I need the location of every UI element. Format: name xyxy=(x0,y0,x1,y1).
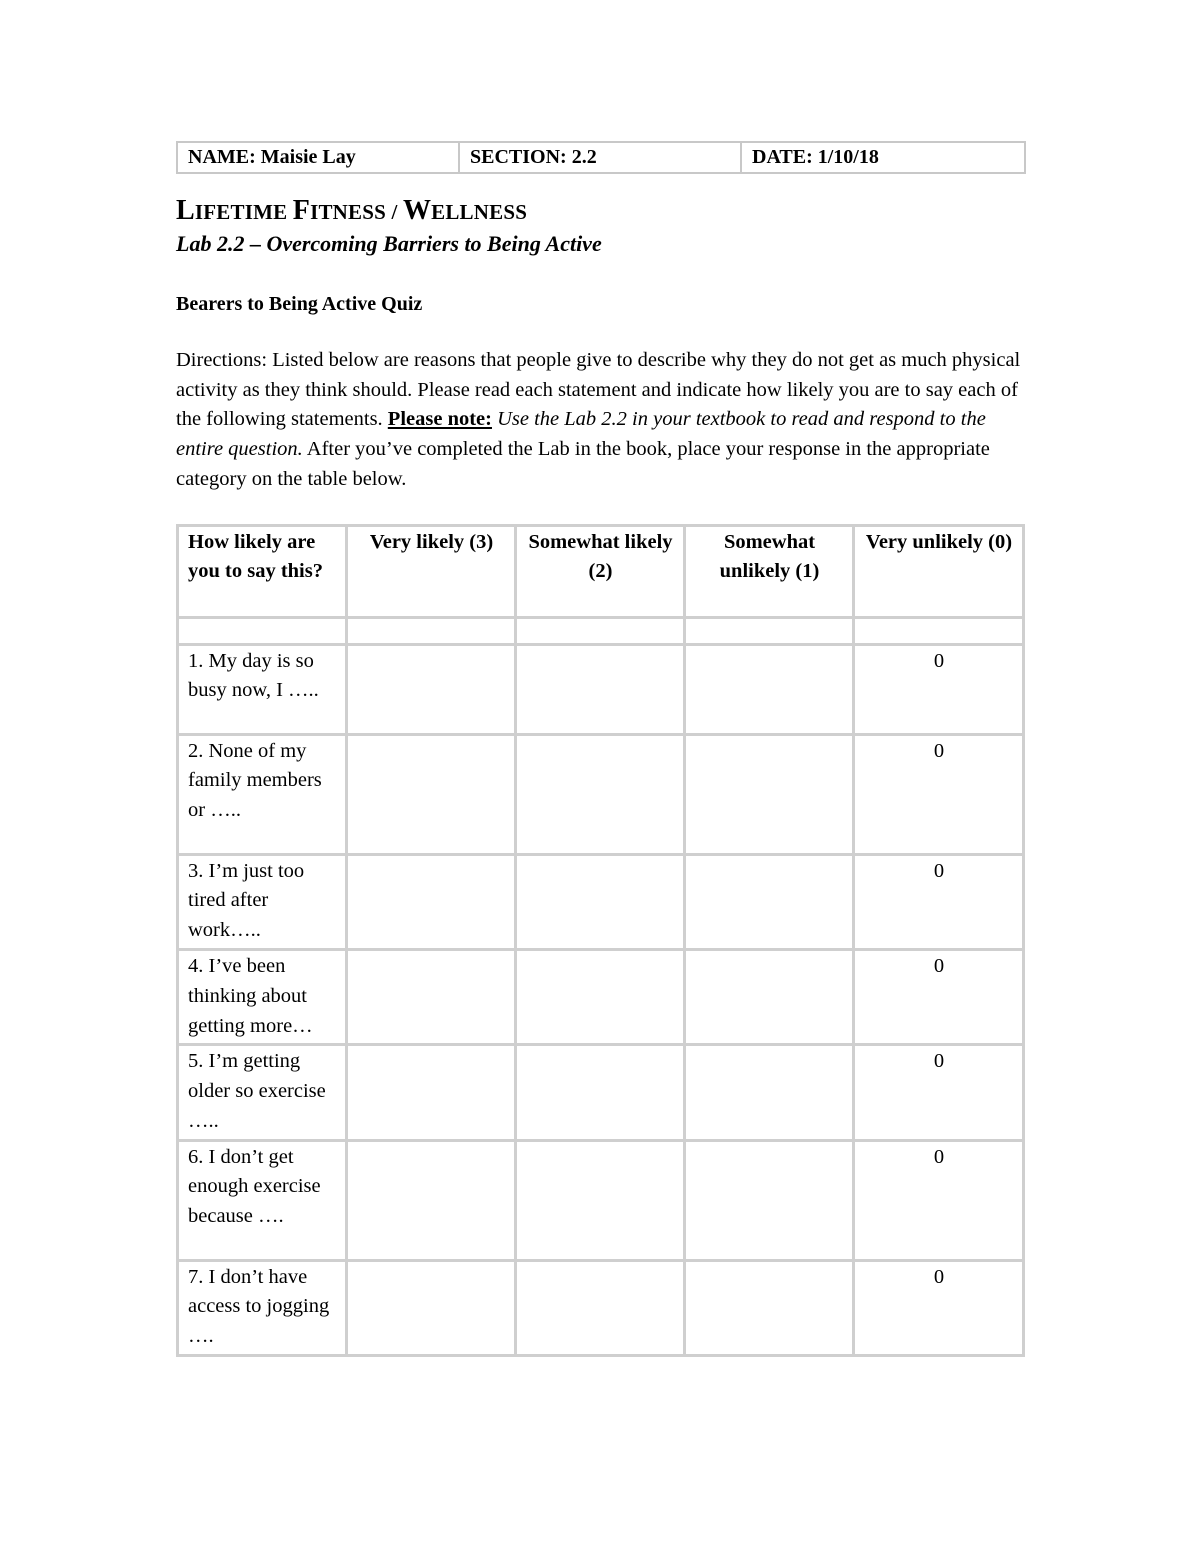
column-header-somewhat-likely: Somewhat likely (2) xyxy=(516,525,685,617)
score-cell: 0 xyxy=(854,1045,1024,1140)
response-cell xyxy=(347,1140,516,1260)
directions-paragraph: Directions: Listed below are reasons that people give to describe why they do not get as much physical activity as they think should. Please read each statement and indicate how likely you are to say each of the following statements. Please note: Use the Lab 2.2 in your textbook to read and respond to the entire question. After you’ve completed the Lab in the book, place your response in the appropriate category on the table below. xyxy=(176,349,1021,490)
submission-date: DATE: 1/10/18 xyxy=(752,146,879,168)
response-cell xyxy=(516,949,685,1044)
student-info-table xyxy=(176,141,1026,174)
statement-cell: 7. I don’t have access to jogging …. xyxy=(178,1260,347,1355)
response-cell xyxy=(685,1045,854,1140)
table-row xyxy=(178,1140,1024,1260)
score-cell: 0 xyxy=(854,854,1024,949)
response-cell xyxy=(516,644,685,734)
quiz-response-table xyxy=(176,524,1025,1358)
score-cell: 0 xyxy=(854,949,1024,1044)
table-row xyxy=(178,1260,1024,1355)
column-header-very-unlikely: Very unlikely (0) xyxy=(854,525,1024,617)
table-row xyxy=(178,949,1024,1044)
response-cell xyxy=(685,1260,854,1355)
statement-cell: 1. My day is so busy now, I ….. xyxy=(178,644,347,734)
document-title: LIFETIME FITNESS / WELLNESS xyxy=(176,195,528,226)
statement-cell: 6. I don’t get enough exercise because …. xyxy=(178,1140,347,1260)
student-name: NAME: Maisie Lay xyxy=(178,143,460,172)
response-cell xyxy=(347,1260,516,1355)
column-header-very-likely: Very likely (3) xyxy=(347,525,516,617)
score-cell: 0 xyxy=(854,1140,1024,1260)
response-cell xyxy=(685,734,854,854)
score-cell: 0 xyxy=(854,1260,1024,1355)
statement-cell: 2. None of my family members or ….. xyxy=(178,734,347,854)
table-row xyxy=(178,734,1024,854)
quiz-heading: Bearers to Being Active Quiz xyxy=(176,293,423,315)
response-cell xyxy=(516,1140,685,1260)
response-cell xyxy=(685,644,854,734)
response-cell xyxy=(516,1260,685,1355)
table-row xyxy=(178,644,1024,734)
response-cell xyxy=(685,949,854,1044)
statement-cell: 4. I’ve been thinking about getting more… xyxy=(178,949,347,1044)
table-row xyxy=(178,1045,1024,1140)
score-cell: 0 xyxy=(854,644,1024,734)
statement-cell: 5. I’m getting older so exercise ….. xyxy=(178,1045,347,1140)
note-label: Please note: xyxy=(387,408,492,431)
response-cell xyxy=(516,1045,685,1140)
student-section: SECTION: 2.2 xyxy=(460,143,742,172)
document-subtitle: Lab 2.2 – Overcoming Barriers to Being Active xyxy=(176,231,602,256)
column-header-somewhat-unlikely: Somewhat unlikely (1) xyxy=(685,525,854,617)
response-cell xyxy=(685,1140,854,1260)
response-cell xyxy=(347,1045,516,1140)
statement-cell: 3. I’m just too tired after work….. xyxy=(178,854,347,949)
document-page xyxy=(176,141,1026,1357)
table-header-row xyxy=(178,525,1024,617)
table-row xyxy=(178,854,1024,949)
table-row-empty xyxy=(178,617,1024,644)
response-cell xyxy=(347,734,516,854)
response-cell xyxy=(347,949,516,1044)
response-cell xyxy=(516,734,685,854)
response-cell xyxy=(347,644,516,734)
response-cell xyxy=(685,854,854,949)
column-header-statement: How likely are you to say this? xyxy=(178,525,347,617)
response-cell xyxy=(347,854,516,949)
response-cell xyxy=(516,854,685,949)
score-cell: 0 xyxy=(854,734,1024,854)
